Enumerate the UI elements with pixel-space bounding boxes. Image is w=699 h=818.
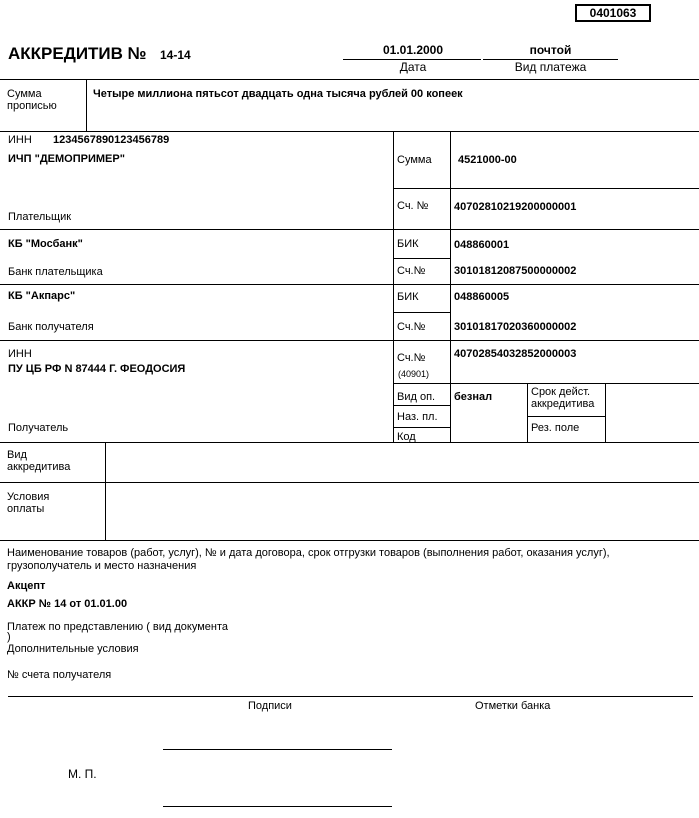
akkr-reference: АККР № 14 от 01.01.00 — [7, 598, 128, 610]
divider — [393, 383, 699, 384]
signature-line-1 — [163, 749, 392, 750]
stamp-label: М. П. — [68, 767, 97, 781]
payer-bank-label: Банк плательщика — [8, 266, 103, 278]
divider — [393, 131, 394, 442]
date-value: 01.01.2000 — [382, 43, 444, 57]
purpose-label: Наз. пл. — [397, 411, 438, 423]
divider — [527, 383, 528, 442]
validity-label-1: Срок дейст. — [531, 386, 591, 398]
recipient-name: ПУ ЦБ РФ N 87444 Г. ФЕОДОСИЯ — [8, 363, 186, 375]
recipient-bank-corr-value: 30101817020360000002 — [454, 321, 577, 333]
divider — [86, 79, 87, 131]
amount-words-label-2: прописью — [7, 100, 57, 112]
divider — [393, 312, 450, 313]
divider — [8, 696, 693, 697]
payer-account-label: Сч. № — [397, 200, 429, 212]
payment-terms-label-1: Условия — [7, 491, 50, 503]
payer-name: ИЧП "ДЕМОПРИМЕР" — [8, 153, 125, 165]
divider — [527, 416, 605, 417]
bank-marks-label: Отметки банка — [475, 700, 551, 712]
payment-type-label: Вид платежа — [514, 60, 587, 74]
recipient-account-value: 40702854032852000003 — [454, 348, 577, 360]
presentation-line-2: ) — [7, 631, 11, 643]
op-type-value: безнал — [454, 391, 493, 403]
sum-label: Сумма — [397, 154, 432, 166]
code-label: Код — [397, 431, 416, 443]
divider — [0, 540, 699, 541]
payer-bank-bik-label: БИК — [397, 238, 419, 250]
payer-inn-value: 1234567890123456789 — [53, 134, 170, 146]
signature-line-2 — [163, 806, 392, 807]
divider — [0, 482, 699, 483]
sum-value: 4521000-00 — [458, 154, 517, 166]
divider — [0, 340, 699, 341]
divider — [0, 79, 699, 80]
payer-bank-corr-value: 30101812087500000002 — [454, 265, 577, 277]
form-code: 0401063 — [575, 4, 651, 22]
divider — [393, 258, 450, 259]
divider — [0, 284, 699, 285]
divider — [0, 131, 699, 132]
validity-label-2: аккредитива — [531, 398, 595, 410]
recipient-label: Получатель — [8, 422, 69, 434]
payer-inn-label: ИНН — [8, 134, 32, 146]
divider — [0, 229, 699, 230]
payment-type-value: почтой — [529, 43, 572, 57]
recipient-account-number-label: № счета получателя — [7, 669, 112, 681]
divider — [393, 427, 450, 428]
payer-label: Плательщик — [8, 211, 72, 223]
lc-type-label-2: аккредитива — [7, 461, 71, 473]
divider — [105, 442, 106, 540]
goods-description: Наименование товаров (работ, услуг), № и дата договора, срок отгрузки товаров (выполнения работ, оказания услуг), грузополучатель и место назначения — [7, 547, 610, 572]
page-title: АККРЕДИТИВ № — [8, 44, 147, 63]
divider — [393, 188, 699, 189]
divider — [393, 405, 450, 406]
divider — [605, 383, 606, 442]
divider — [450, 131, 451, 442]
recipient-bank-corr-label: Сч.№ — [397, 321, 426, 333]
recipient-bank-name: КБ "Акпарс" — [8, 290, 76, 302]
payer-bank-name: КБ "Мосбанк" — [8, 238, 83, 250]
recipient-bank-label: Банк получателя — [8, 321, 94, 333]
payment-terms-label-2: оплаты — [7, 503, 45, 515]
recipient-bank-bik-label: БИК — [397, 291, 419, 303]
payer-bank-corr-label: Сч.№ — [397, 265, 426, 277]
amount-words-label-1: Сумма — [7, 88, 42, 100]
additional-conditions: Дополнительные условия — [7, 643, 139, 655]
amount-words-value: Четыре миллиона пятьсот двадцать одна тысяча рублей 00 копеек — [93, 88, 463, 100]
payer-account-value: 40702810219200000001 — [454, 201, 577, 213]
op-type-label: Вид оп. — [397, 391, 436, 403]
signatures-label: Подписи — [248, 700, 292, 712]
lc-type-label-1: Вид — [7, 449, 27, 461]
recipient-account-sub: (40901) — [398, 369, 430, 379]
presentation-line-1: Платеж по представлению ( вид документа — [7, 621, 229, 633]
recipient-bank-bik-value: 048860005 — [454, 291, 510, 303]
recipient-inn-label: ИНН — [8, 348, 32, 360]
acceptance-label: Акцепт — [7, 580, 46, 592]
payer-bank-bik-value: 048860001 — [454, 239, 510, 251]
reserve-label: Рез. поле — [531, 422, 580, 434]
date-label: Дата — [399, 60, 427, 74]
lc-number: 14-14 — [160, 48, 191, 62]
recipient-account-label: Сч.№ — [397, 352, 426, 364]
